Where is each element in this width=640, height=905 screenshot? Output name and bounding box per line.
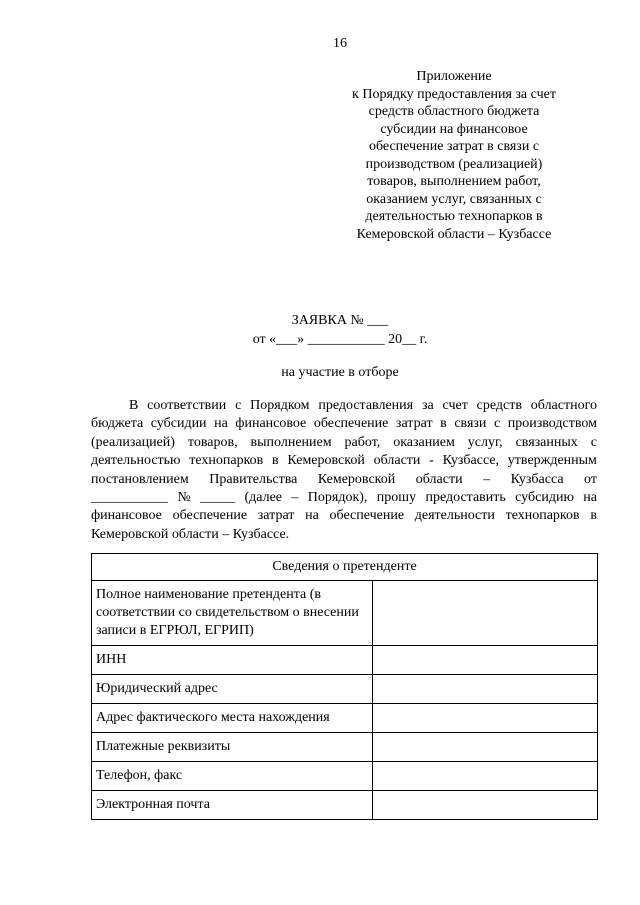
body-line	[91, 415, 597, 433]
application-subtitle: на участие в отборе	[281, 365, 399, 380]
body-line	[91, 434, 597, 452]
row-value-legal-address[interactable]	[373, 675, 598, 704]
appendix-line: субсидии на финансовое	[380, 121, 528, 137]
body-word: связанных	[515, 434, 578, 450]
body-word: на	[583, 490, 597, 506]
body-word: предоставления	[318, 398, 414, 413]
table-row	[92, 762, 598, 791]
body-word: Правительства	[209, 471, 298, 487]
body-word: деятельности	[414, 508, 495, 524]
body-word: за	[421, 398, 434, 413]
body-word: выполнением	[250, 434, 332, 450]
application-title	[0, 311, 640, 349]
appendix-line: деятельностью технопарков в	[365, 209, 543, 224]
appendix-line: обеспечение затрат в связи с	[368, 139, 540, 154]
row-value-actual-address[interactable]	[373, 704, 598, 733]
appendix-line: товаров, выполнением работ,	[367, 174, 541, 189]
appendix-line: оказанием услуг, связанных с	[366, 191, 542, 207]
body-word: финансовое	[235, 416, 307, 432]
row-value-inn[interactable]	[373, 646, 598, 675]
body-word: субсидии	[150, 416, 207, 432]
body-word: ___________	[91, 490, 168, 506]
appendix-block	[330, 68, 578, 243]
body-paragraph	[91, 397, 597, 544]
row-value-email[interactable]	[373, 791, 598, 820]
body-word: утвержденным	[507, 453, 597, 469]
row-label-inn: ИНН	[92, 646, 373, 675]
body-word: с	[493, 416, 501, 432]
body-word: производством	[507, 416, 597, 432]
row-value-payment-details[interactable]	[373, 733, 598, 762]
body-word: Кузбасса	[510, 471, 564, 487]
body-word: обеспечение	[329, 508, 405, 524]
table-row	[92, 733, 598, 762]
body-line	[91, 452, 597, 470]
appendix-line: средств областного бюджета	[368, 104, 540, 119]
body-line	[91, 489, 597, 507]
body-word: связи	[454, 416, 487, 432]
appendix-line: производством (реализацией)	[365, 156, 543, 172]
body-word: бюджета	[91, 416, 144, 432]
body-word: от	[584, 471, 597, 487]
body-word: технопарков	[505, 508, 580, 524]
body-word: (реализацией)	[91, 434, 175, 450]
body-line: Кемеровской области – Кузбассе.	[91, 526, 290, 542]
body-word: в	[440, 416, 447, 432]
body-line	[91, 397, 597, 415]
body-word: –	[291, 490, 299, 506]
row-value-phone-fax[interactable]	[373, 762, 598, 791]
body-word: предоставить	[425, 490, 506, 506]
title-number-line: ЗАЯВКА № ___	[291, 313, 389, 328]
body-word: №	[177, 490, 191, 506]
body-word: субсидию	[515, 490, 574, 506]
body-word: работ,	[344, 434, 381, 450]
table-row	[92, 581, 598, 646]
body-word: в	[272, 453, 279, 469]
body-word: Кузбассе,	[442, 453, 500, 469]
body-word: оказанием	[393, 434, 455, 450]
applicant-info-table	[91, 553, 598, 820]
table-row	[92, 704, 598, 733]
body-line	[91, 507, 597, 525]
body-word: Порядком	[250, 398, 310, 413]
body-word: на	[214, 416, 228, 432]
body-word: затрат	[257, 508, 295, 524]
body-word: Кемеровской	[317, 471, 396, 487]
row-label-actual-address: Адрес фактического места нахождения	[92, 704, 373, 733]
body-word: прошу	[376, 490, 417, 506]
body-word: на	[305, 508, 319, 524]
body-word: в	[590, 508, 597, 524]
body-word: товаров,	[187, 434, 238, 450]
page-number: 16	[333, 36, 347, 51]
body-word: постановлением	[91, 471, 189, 487]
appendix-line: к Порядку предоставления за счет	[352, 86, 556, 102]
body-word: В	[129, 398, 139, 413]
row-label-email: Электронная почта	[92, 791, 373, 820]
body-word: услуг,	[467, 434, 503, 450]
body-word: -	[429, 453, 434, 469]
row-label-phone-fax: Телефон, факс	[92, 762, 373, 791]
body-word: обеспечение	[313, 416, 389, 432]
body-word: _____	[200, 490, 236, 506]
body-word: обеспечение	[172, 508, 248, 524]
body-word: (далее	[244, 490, 283, 506]
body-word: деятельностью	[91, 453, 181, 469]
body-word: средств	[476, 398, 522, 413]
body-word: с	[590, 434, 597, 450]
table-header: Сведения о претенденте	[92, 554, 598, 581]
appendix-line: Приложение	[416, 69, 492, 84]
body-word: Порядок),	[307, 490, 368, 506]
table-row	[92, 791, 598, 820]
body-word: соответствии	[147, 398, 227, 413]
table-row	[92, 646, 598, 675]
body-word: финансовое	[91, 508, 162, 524]
body-word: с	[235, 398, 242, 413]
appendix-line: Кемеровской области – Кузбассе	[356, 226, 552, 242]
body-line	[91, 471, 597, 489]
row-label-payment-details: Платежные реквизиты	[92, 733, 373, 762]
body-word: областного	[530, 398, 597, 413]
row-label-full-name: Полное наименование претендента (в соответствии со свидетельством о внесении записи в ЕГРЮЛ, ЕГРИП)	[92, 581, 373, 646]
row-value-full-name[interactable]	[373, 581, 598, 646]
body-word: области	[415, 471, 463, 487]
table-row	[92, 675, 598, 704]
body-word: Кемеровской	[287, 453, 365, 469]
body-word: –	[483, 471, 491, 487]
body-word: затрат	[395, 416, 433, 432]
title-date-line: от «___» ___________ 20__ г.	[252, 332, 428, 347]
row-label-legal-address: Юридический адрес	[92, 675, 373, 704]
body-word: области	[373, 453, 421, 469]
body-word: счет	[442, 398, 468, 413]
body-word: технопарков	[189, 453, 264, 469]
